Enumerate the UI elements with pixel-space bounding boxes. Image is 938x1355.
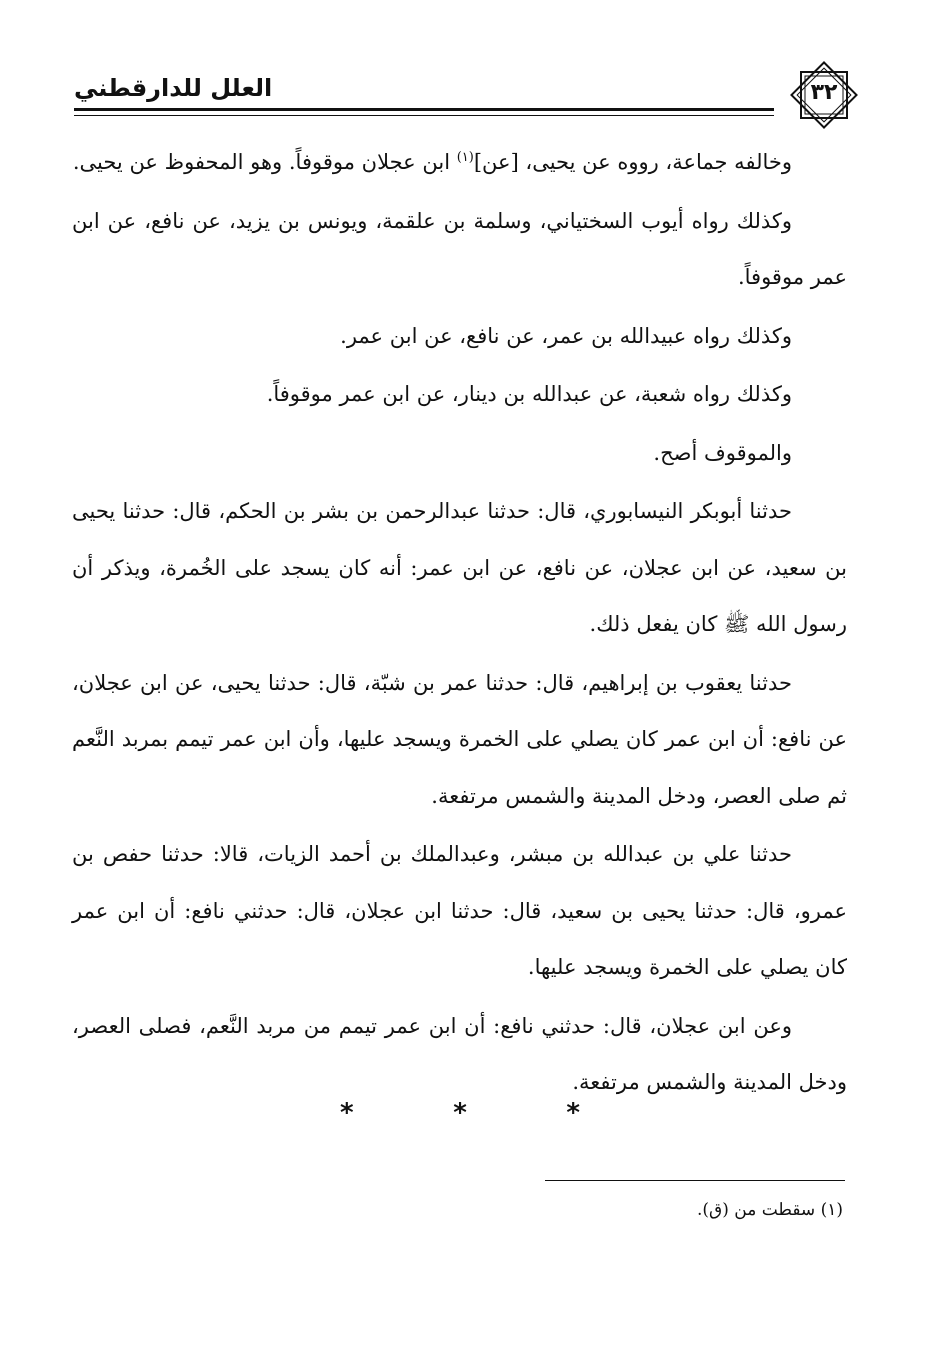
paragraph: حدثنا أبوبكر النيسابوري، قال: حدثنا عبدالرحمن بن بشر بن الحكم، قال: حدثنا يحيى بن سعيد، عن ابن عجلان، عن نافع، عن ابن عمر: أنه كان يسجد على الخُمرة، ويذكر أن رسول الله ﷺ كان يفعل ذلك. (72, 499, 847, 636)
footnote: (١) سقطت من (ق). (696, 1200, 843, 1220)
paragraph: حدثنا علي بن عبدالله بن مبشر، وعبدالملك بن أحمد الزيات، قالا: حدثنا حفص بن عمرو، قال: حدثنا يحيى بن سعيد، قال: حدثنا ابن عجلان، قال: حدثني نافع: أن ابن عمر كان يصلي على الخمرة ويسجد عليها. (72, 842, 847, 979)
header-rule (74, 108, 774, 111)
paragraph: وكذلك رواه عبيدالله بن عمر، عن نافع، عن ابن عمر. (340, 323, 792, 348)
asterisk: * (340, 1098, 354, 1128)
page-header (74, 60, 864, 130)
page-number: ٣٢ (810, 80, 838, 105)
paragraph: والموقوف أصح. (653, 440, 792, 465)
main-text (72, 134, 847, 1111)
section-separator (340, 1098, 580, 1128)
paragraph: حدثنا يعقوب بن إبراهيم، قال: حدثنا عمر بن شبّة، قال: حدثنا يحيى، عن ابن عجلان، عن نافع: أن ابن عمر كان يصلي على الخمرة ويسجد عليها، وأن ابن عمر تيمم بمربد النَّعم ثم صلى العصر، ودخل المدينة والشمس مرتفعة. (72, 670, 847, 808)
footnote-reference[interactable]: (١) (456, 150, 474, 165)
paragraph: وكذلك رواه أيوب السختياني، وسلمة بن علقمة، ويونس بن يزيد، عن نافع، عن ابن عمر موقوفاً. (72, 208, 847, 289)
paragraph-text: ابن عجلان موقوفاً. وهو المحفوظ عن يحيى. (72, 150, 457, 174)
page-number-badge (784, 60, 864, 130)
paragraph-text: وخالفه جماعة، رووه عن يحيى، [عن] (473, 150, 792, 174)
asterisk: * (453, 1098, 467, 1128)
header-rule-thin (74, 115, 774, 116)
paragraph: وكذلك رواه شعبة، عن عبدالله بن دينار، عن ابن عمر موقوفاً. (266, 382, 792, 406)
footnote-divider (545, 1180, 845, 1181)
running-title: العلل للدارقطني (74, 74, 273, 102)
paragraph (72, 134, 847, 191)
paragraph: وعن ابن عجلان، قال: حدثني نافع: أن ابن عمر تيمم من مربد النَّعم، فصلى العصر، ودخل المدينة والشمس مرتفعة. (72, 1013, 847, 1094)
asterisk: * (566, 1098, 580, 1128)
